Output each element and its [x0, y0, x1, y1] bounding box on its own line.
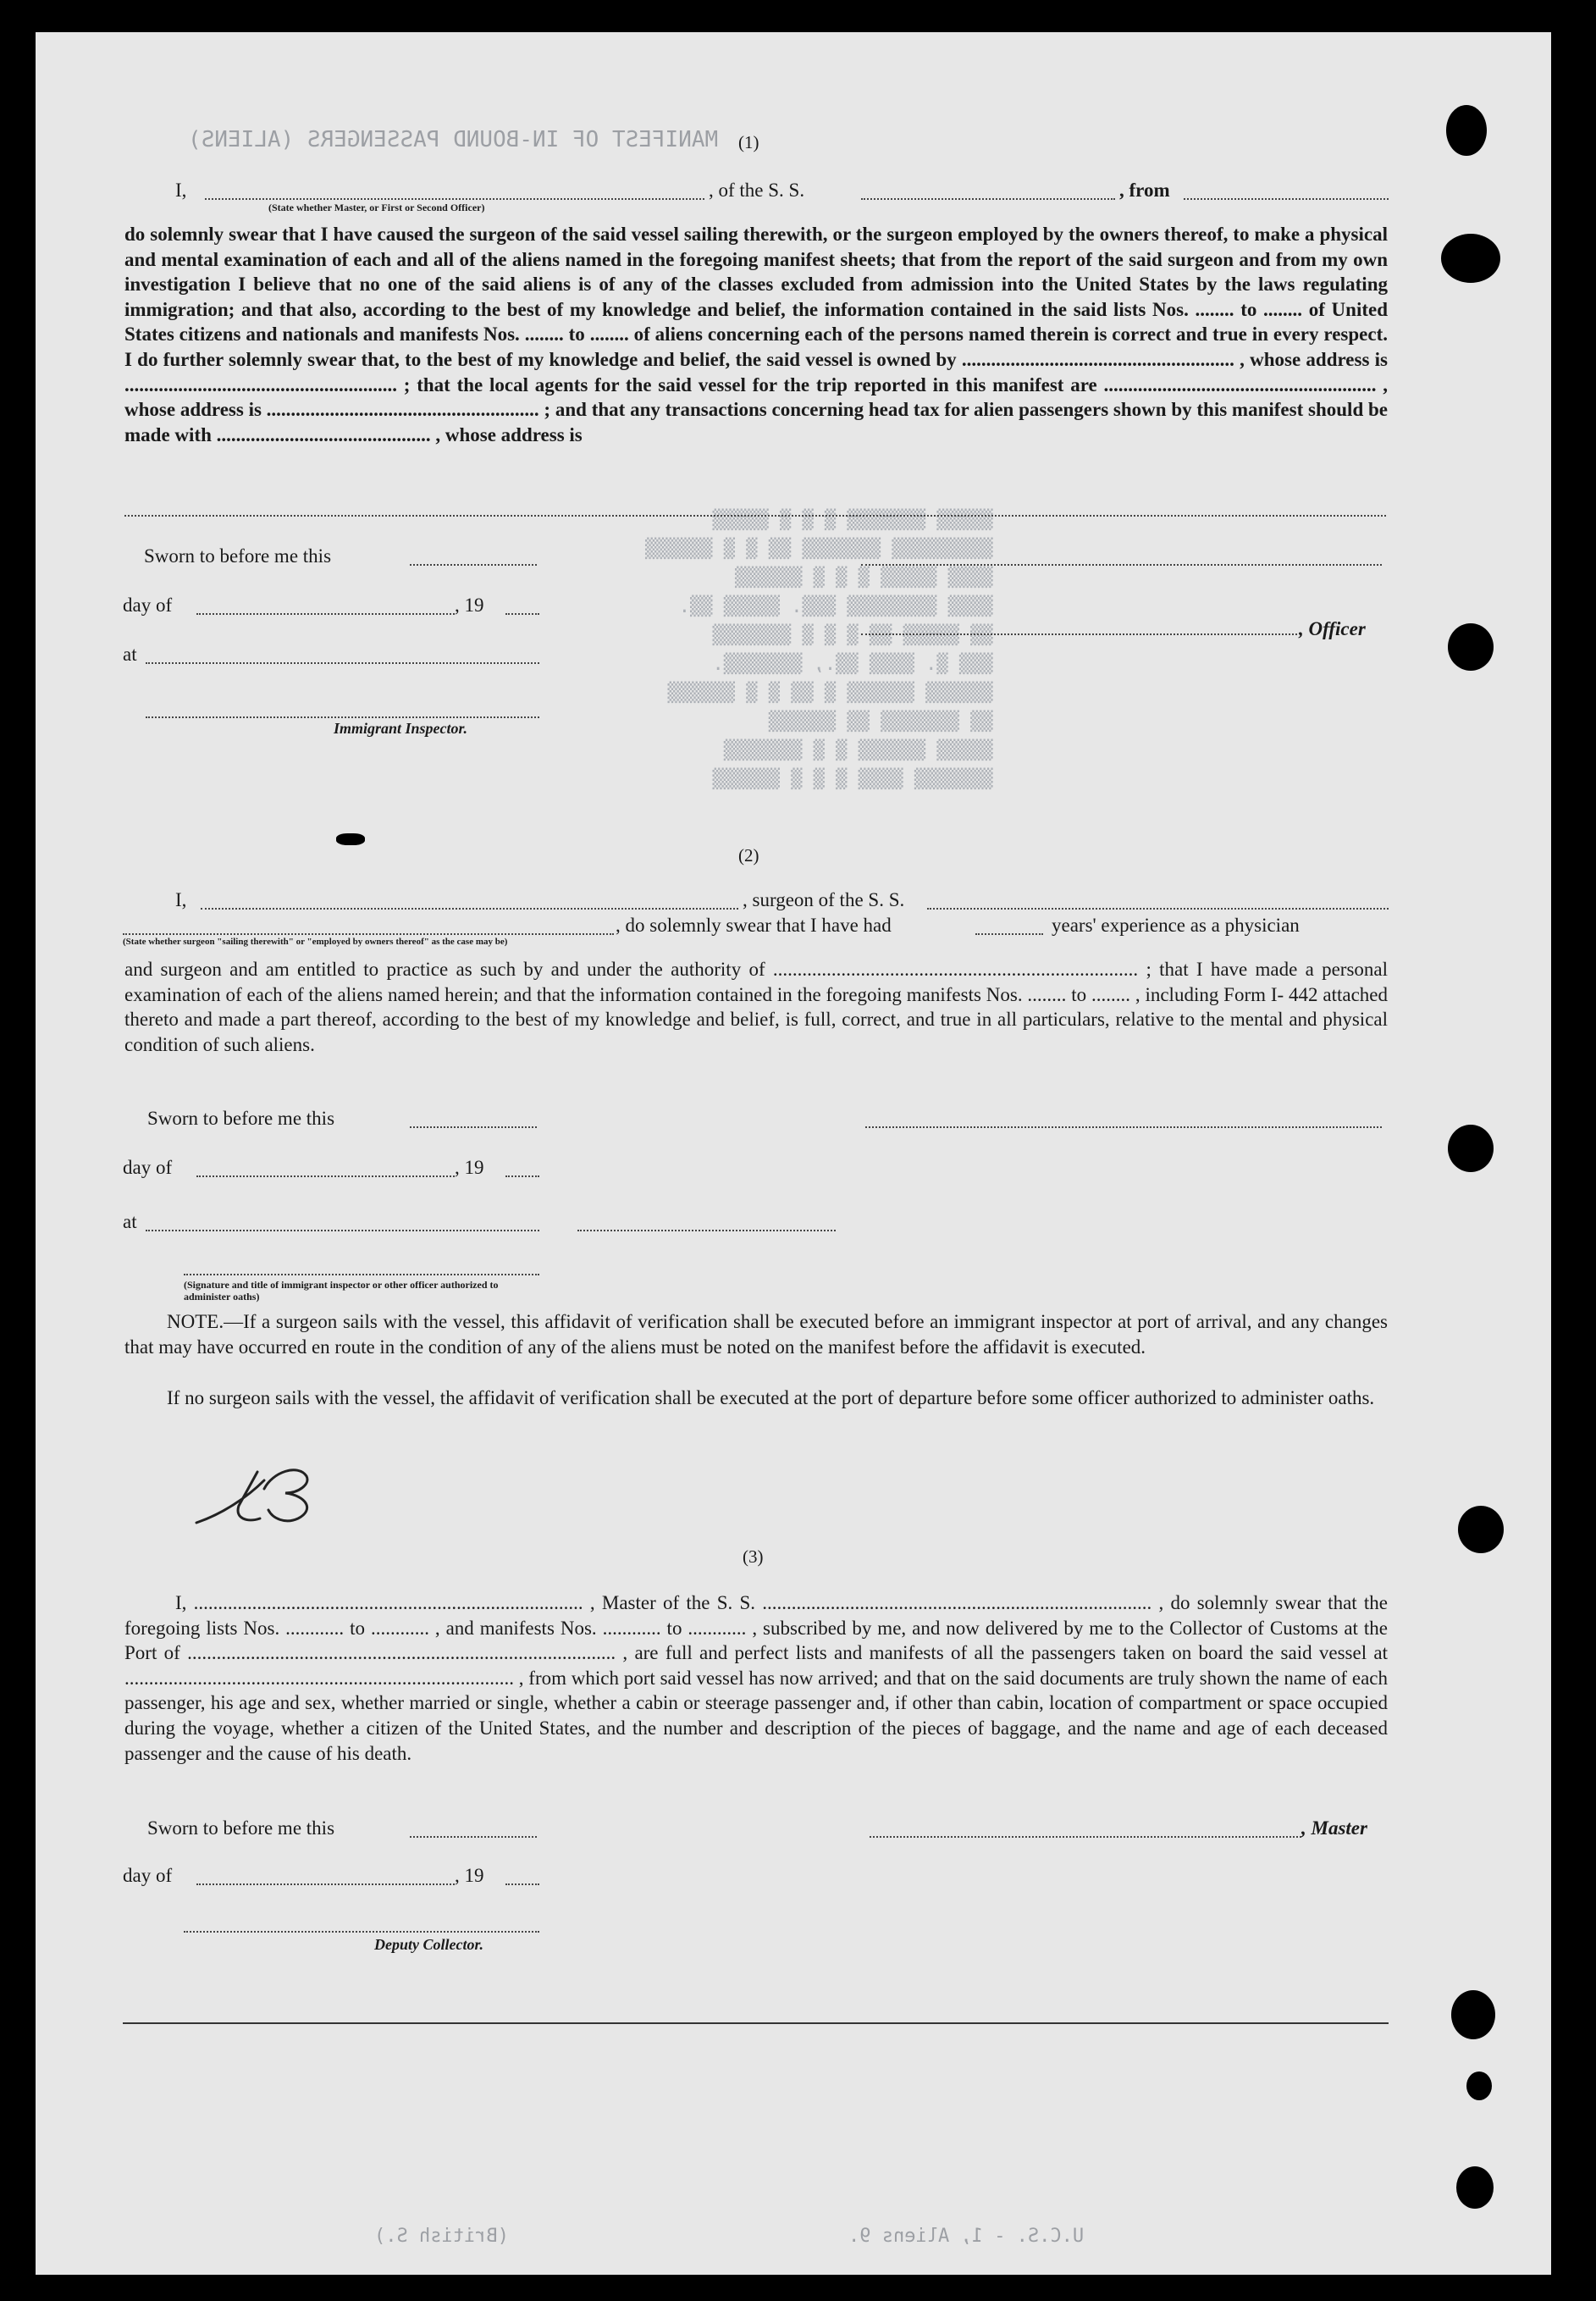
- section-2-day-line: [196, 1175, 455, 1177]
- section-2-i: I,: [175, 889, 187, 910]
- binder-hole: [1456, 2166, 1494, 2209]
- section-2-at: at: [123, 1211, 137, 1232]
- section-2-surgeon-of: , surgeon of the S. S.: [743, 889, 905, 910]
- deputy-collector-label: Deputy Collector.: [374, 1936, 483, 1953]
- surgeon-signature-line: [865, 1126, 1382, 1128]
- section-2-sworn: Sworn to before me this: [147, 1108, 335, 1129]
- officer-signature-line: [861, 564, 1382, 566]
- section-3-sworn: Sworn to before me this: [147, 1817, 335, 1839]
- section-1-year-line: [505, 613, 539, 615]
- years-experience-line: [975, 933, 1043, 935]
- master-signature-line: [870, 1836, 1301, 1838]
- section-2-sworn-line: [410, 1126, 537, 1128]
- officer-title-line: [861, 633, 1297, 635]
- binder-hole: [1441, 234, 1500, 283]
- section-1-oath-text: do solemnly swear that I have caused the surgeon of the said vessel sailing therewith, or the surgeon employed by the owners thereof, to make a physical and mental examination of each and all of the aliens named in the foregoing manifest sheets; that from the report of the said surgeon and from my own investigation I believe that no one of the said aliens is of any of the classes excluded from admission into the United States by the laws regulating immigration; and that also, according to the best of my knowledge and belief, the information contained in the said lists Nos. ........ to ........ of United States citizens and nationals and manifests Nos. ........ to ........ of aliens concerning each of the persons named therein is correct and true in every respect. I do further solemnly swear that, to the best of my knowledge and belief, the said vessel is owned by ........................................................ , whose address is ........................................................ ; that the local agents for the said vessel for the trip reported in this manifest are ........................................................ , whose address is ........................................................ ; and that any transactions concerning head tax for alien passengers shown by this manifest should be made with ............................................ , whose address is: [124, 224, 1388, 445]
- section-1-nineteen: , 19: [455, 595, 484, 616]
- surgeon-title-line: [577, 1230, 836, 1231]
- section-1-sworn: Sworn to before me this: [144, 545, 332, 567]
- section-2-oath-text: and surgeon and am entitled to practice as such by and under the authority of ........................................................................... ; that I have made a personal examination of each of the aliens named herein; and that the information contained in the foregoing manifests Nos. ........ to ........ , including Form I- 442 attached thereto and made a part thereof, according to the best of my knowledge and belief, is full, correct, and true in all particulars, relative to the mental and physical condition of such aliens.: [124, 959, 1388, 1055]
- section-2-officer-line: [184, 1274, 539, 1275]
- section-1-address-line: [124, 515, 1386, 517]
- bleed-through-header: MANIFEST OF IN-BOUND PASSENGERS (ALIENS): [188, 127, 719, 152]
- bleed-through-table: ▒▒▒▒▒ ▒▒▒▒▒▒▒ ▒ ▒ ▒ ▒▒▒▒▒ ▒▒▒▒▒▒▒▒▒ ▒▒▒▒▒▒▒ ▒▒ ▒ ▒ ▒▒▒▒▒▒ ▒▒▒▒ ▒▒▒▒▒ ▒ ▒ ▒ ▒▒▒▒▒▒ ▒▒▒▒ ▒▒▒▒▒▒▒▒ ▒▒▒. ▒▒▒▒▒ ▒▒. ▒▒ ▒▒▒▒▒ ▒▒ ▒ ▒ ▒ ▒▒▒▒▒▒▒ ▒▒▒ ▒. ▒▒▒▒ ▒▒., ▒▒▒▒▒▒▒. ▒▒▒▒▒▒ ▒▒▒▒▒▒ ▒ ▒▒ ▒ ▒ ▒▒▒▒▒▒ ▒▒ ▒▒▒▒▒▒▒ ▒▒ ▒▒▒▒▒▒ ▒▒▒▒▒ ▒▒▒▒▒▒ ▒ ▒ ▒▒▒▒▒▒▒ ▒▒▒▒▒▒▒ ▒▒▒▒ ▒ ▒ ▒ ▒▒▒▒▒▒: [645, 510, 993, 790]
- section-2-signature-caption: (Signature and title of immigrant inspector or other officer authorized to administer oaths): [184, 1279, 499, 1303]
- section-1-day-line: [196, 613, 455, 615]
- handwritten-mark: [163, 1438, 349, 1557]
- binder-hole: [1448, 1125, 1494, 1172]
- section-1-sworn-line: [410, 564, 537, 566]
- section-2-swear: , do solemnly swear that I have had: [616, 915, 892, 936]
- from-port-line: [1184, 198, 1389, 200]
- bleed-through-footer-left: (British S.): [374, 2226, 509, 2247]
- section-3-nineteen: , 19: [455, 1865, 484, 1886]
- section-1-at-line: [146, 662, 539, 664]
- section-3-day-of: day of: [123, 1865, 173, 1886]
- deputy-collector-line: [184, 1931, 539, 1933]
- section-1-of-ss: , of the S. S.: [709, 180, 805, 201]
- surgeon-type-line: [123, 933, 614, 935]
- section-2-at-line: [146, 1230, 539, 1231]
- binder-hole: [1446, 105, 1487, 156]
- section-3-oath-text: I, ................................................................................ , Master of the S. S. ................................................................................ , do solemnly swear that the foregoing lists Nos. ............ to ............ , and manifests Nos. ............ to ............ , subscribed by me, and now delivered by me to the Collector of Customs at the Port of ........................................................................................ , are full and perfect lists and manifests of all the passengers taken on board the said vessel at ................................................................................ , from which port said vessel has now arrived; and that on the said documents are truly shown the name of each passenger, his age and sex, whether married or single, whether a cabin or steerage passenger and, if other than cabin, location of compartment or space occupied during the voyage, whether a citizen of the United States, and the number and description of the pieces of baggage, and the name and age of each deceased passenger and the cause of his death.: [124, 1592, 1388, 1764]
- binder-hole: [1448, 623, 1494, 671]
- vessel-name-line: [861, 198, 1115, 200]
- bleed-through-footer-right: U.C.S. - 1, Aliens 9.: [848, 2226, 1085, 2247]
- section-2-day-of: day of: [123, 1157, 173, 1178]
- section-2-note-1: NOTE.—If a surgeon sails with the vessel, this affidavit of verification shall be executed before an immigrant inspector at port of arrival, and any changes that may have occurred en route in the condition of any of the aliens must be noted on the manifest before the affidavit is executed.: [124, 1311, 1388, 1358]
- section-2-caption: (State whether surgeon "sailing therewith" or "employed by owners thereof" as the case may be): [123, 937, 508, 947]
- section-1-at: at: [123, 644, 137, 665]
- binder-hole: [1466, 2071, 1492, 2100]
- officer-label: , Officer: [1299, 618, 1366, 639]
- binder-hole: [1458, 1506, 1504, 1553]
- section-2-year-line: [505, 1175, 539, 1177]
- section-3-year-line: [505, 1883, 539, 1885]
- section-3-day-line: [196, 1883, 455, 1885]
- master-name-line: [205, 198, 704, 200]
- immigrant-inspector-label: Immigrant Inspector.: [334, 720, 468, 737]
- inspector-signature-line: [146, 716, 539, 718]
- master-label: , Master: [1301, 1817, 1367, 1839]
- section-2-years: years' experience as a physician: [1052, 915, 1300, 936]
- section-2-nineteen: , 19: [455, 1157, 484, 1178]
- document-page: [36, 32, 1551, 2275]
- bottom-rule: [123, 2022, 1389, 2024]
- section-2-note-2: If no surgeon sails with the vessel, the affidavit of verification shall be executed at the port of departure before some officer authorized to administer oaths.: [167, 1387, 1375, 1408]
- section-1-i: I,: [175, 180, 187, 201]
- surgeon-name-line: [201, 908, 738, 910]
- section-2-number: (2): [738, 845, 759, 866]
- section-1-day-of: day of: [123, 595, 173, 616]
- section-2-vessel-line: [927, 908, 1389, 910]
- binder-hole: [1451, 1990, 1495, 2039]
- section-1-caption: (State whether Master, or First or Second Officer): [268, 202, 485, 213]
- ink-blot: [336, 833, 365, 845]
- section-1-from: , from: [1119, 180, 1170, 201]
- section-3-sworn-line: [410, 1836, 537, 1838]
- section-3-number: (3): [743, 1546, 764, 1567]
- section-1-number: (1): [738, 132, 759, 152]
